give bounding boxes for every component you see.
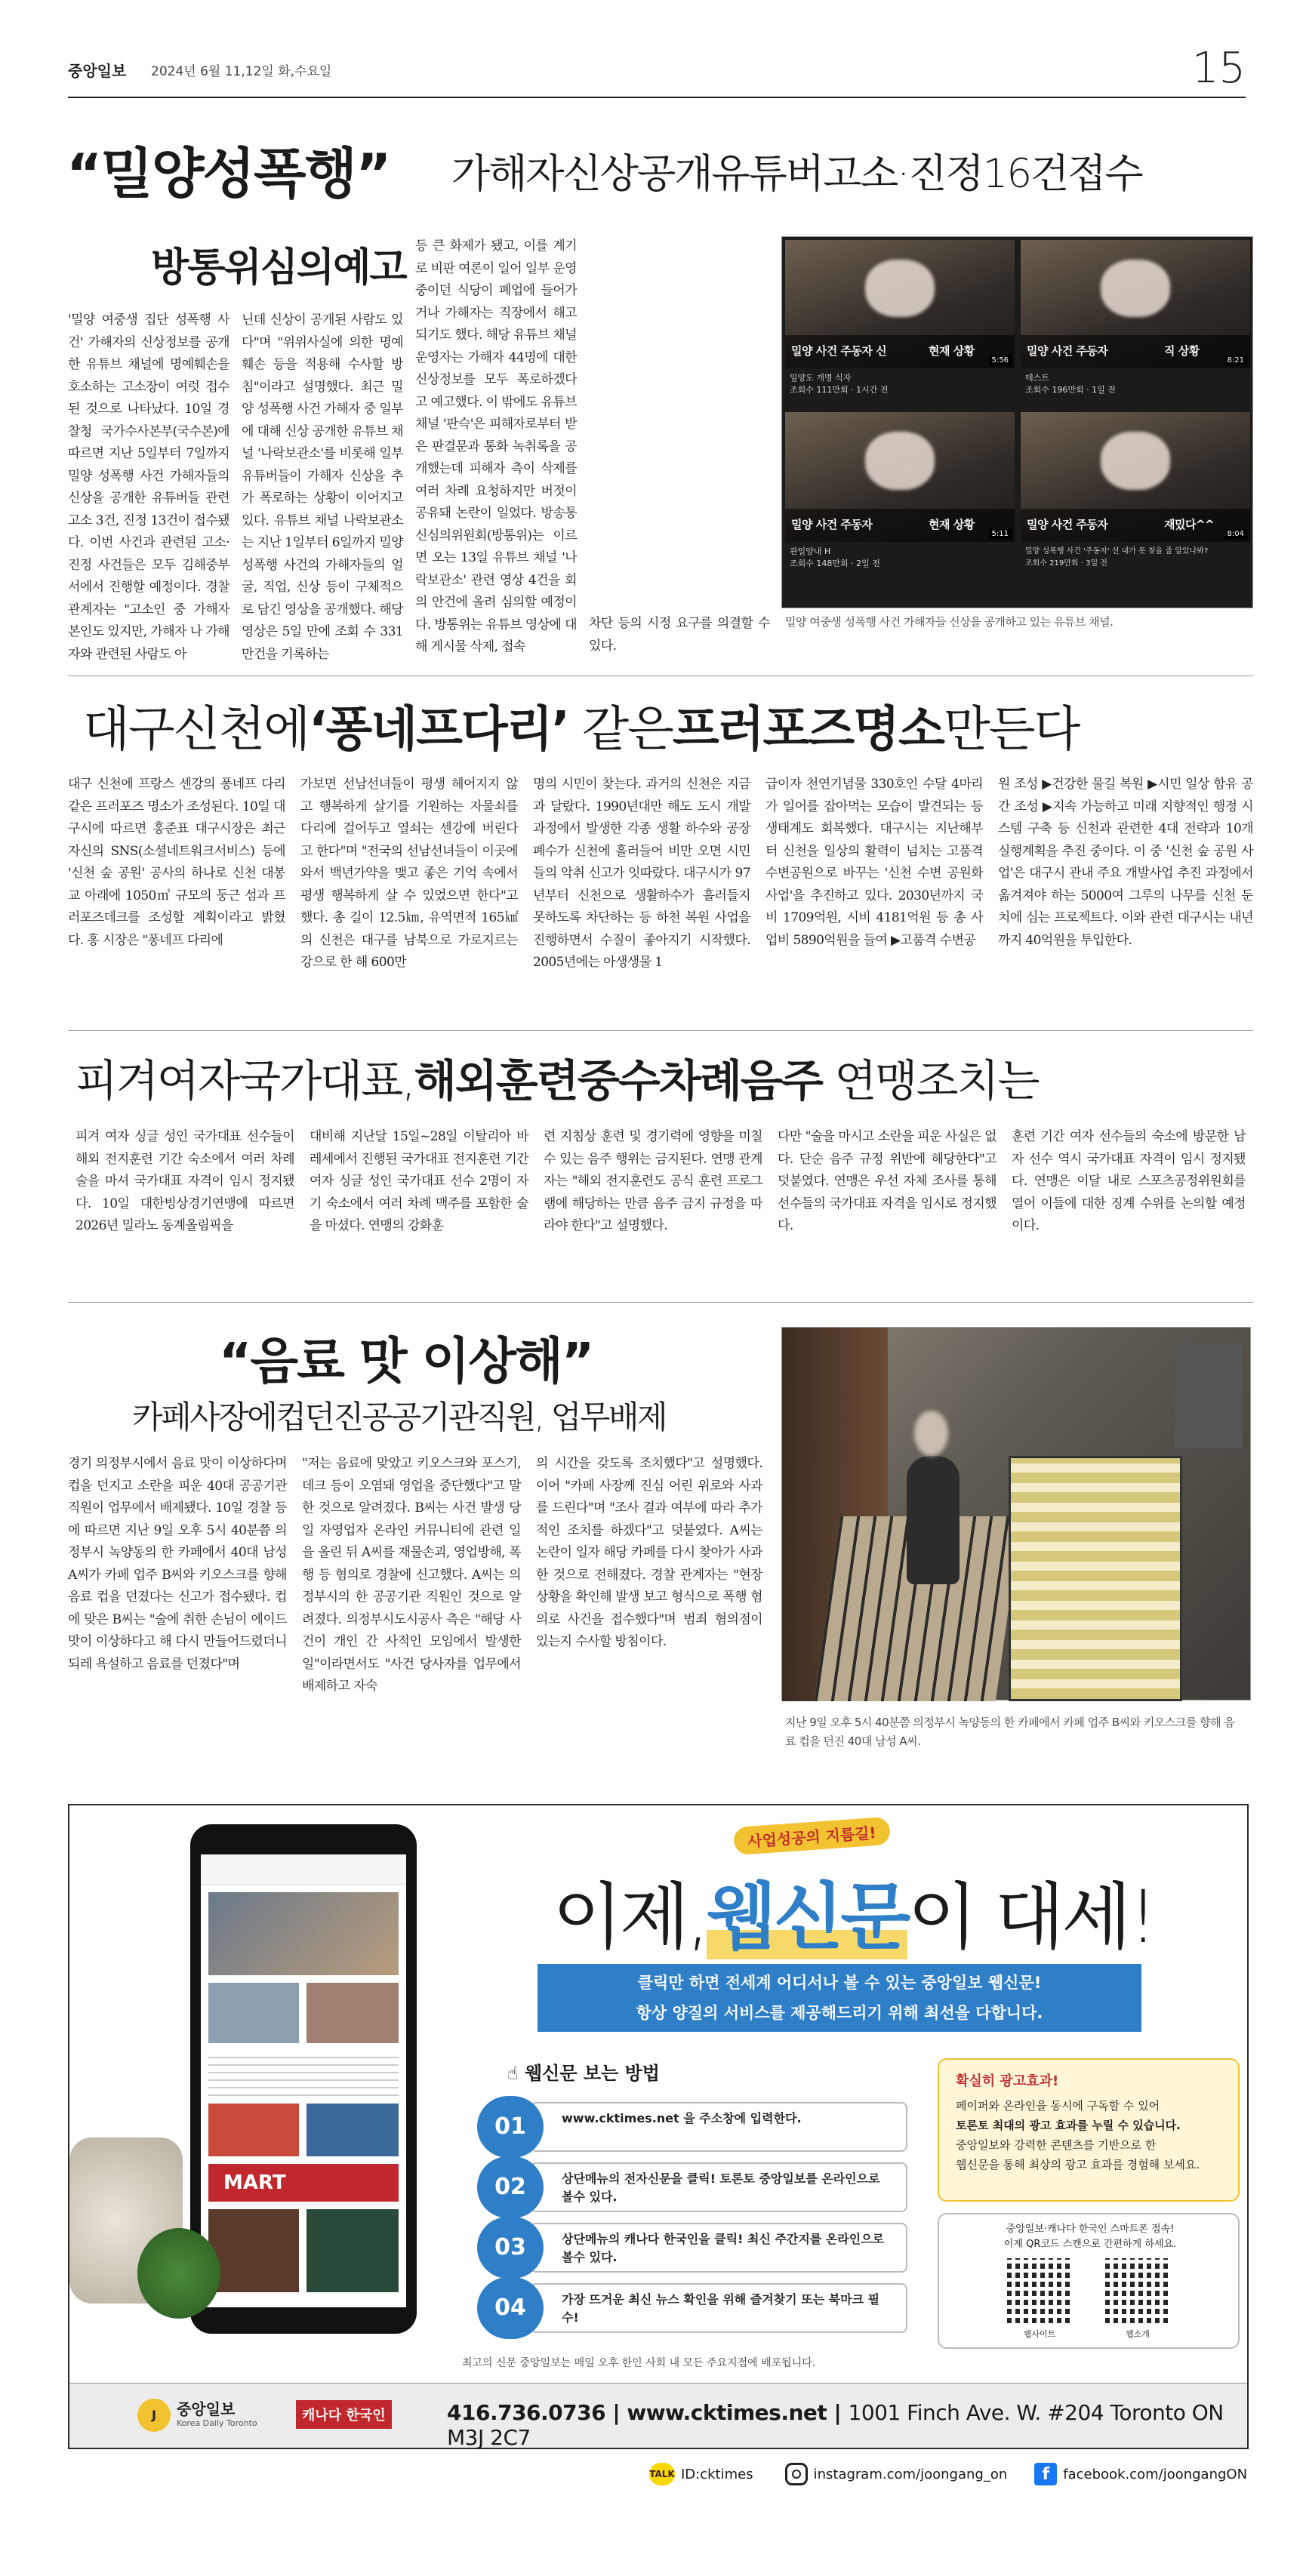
kakaotalk-icon: TALK	[649, 2463, 675, 2485]
thumbnail: 밀양 사건 주동자 현재 상황 5:11	[785, 412, 1015, 542]
facebook-link[interactable]: facebook.com/joongangON	[1063, 2466, 1248, 2482]
article1-subheadline: 방통위심의예고	[151, 245, 406, 291]
masthead-logo: 중앙일보	[68, 62, 127, 80]
masthead	[68, 44, 1246, 98]
ad-banner: 클릭만 하면 전세계 어디서나 볼 수 있는 중앙일보 웹신문! 항상 양질의 서비스를 제공해드리기 위해 최선을 다합니다.	[538, 1964, 1141, 2032]
step-4: 가장 뜨거운 최신 뉴스 확인을 위해 즐겨찾기 또는 북마크 필수! 04	[477, 2277, 907, 2339]
article4-subheadline: 카페사장에컵던진공공기관직원, 업무배제	[132, 1399, 666, 1436]
article3-col3: 련 지침상 훈련 및 경기력에 영향을 미칠 수 있는 음주 행위는 금지된다. 연맹 관계자는 "해외 전지훈련도 공식 훈련 프로그램에 해당하는 만큼 음주 금지 규정을 따라야 한다"고 설명했다.	[544, 1129, 762, 1233]
article3-col2: 대비해 지난달 15일~28일 이탈리아 바레세에서 진행된 국가대표 전지훈련 기간 여자 싱글 성인 국가대표 선수 2명이 자기 숙소에서 여러 차례 맥주를 포함한 술을 마셨다. 연맹의 강화훈	[310, 1129, 528, 1233]
phone-mart-banner: MART	[208, 2164, 399, 2202]
article2-col2: 가보면 선남선녀들이 평생 헤어지지 않고 행복하게 살기를 기원하는 자물쇠를 다리에 걸어두고 열쇠는 센강에 버린다고 한다"며 "전국의 선남선녀들이 이곳에 와서 백년가약을 맺고 좋은 기억 속에서 평생 행복하게 살 수 있었으면 한다"고 했다. 총 길이 12.5㎞, 유역면적 165㎢의 신천은 대구를 남북으로 가로지르는 강으로 한 해 600만	[300, 777, 518, 970]
step-3: 상단메뉴의 캐나다 한국인을 클릭! 최신 주간지를 온라인으로 볼수 있다. 03	[477, 2217, 907, 2279]
masthead-date: 2024년 6월 11,12일 화,수요일	[151, 64, 332, 79]
kakao-id[interactable]: ID:cktimes	[681, 2466, 753, 2482]
article1-caption: 밀양 여중생 성폭행 사건 가해자들 신상을 공개하고 있는 유튜브 채널.	[785, 615, 1114, 629]
phone-illustration	[190, 1824, 417, 2334]
article1-col3: 등 큰 화제가 됐고, 이를 계기로 비판 여론이 일어 일부 운영 중이던 식당이 폐업에 들어가거나 가해자는 직장에서 해고되기도 했다. 해당 유튜브 채널 운영자는 가해자 44명에 대한 신상정보를 모두 폭로하겠다고 예고했다. 이 밖에도 유튜브 채널 '판슥'은 피해자로부터 받은 판결문과 통화 녹취록을 공개했는데 피해자 측이 삭제를 여러 차례 요청하지만 버젓이 공유돼 논란이 일었다. 방송통신심의위원회(방통위)는 이르면 오는 13일 유튜브 채널 '나락보관소' 관련 영상 4건을 회의 안건에 올려 심의할 예정이다. 방통위는 유튜브 영상에 대해 게시물 삭제, 접속	[415, 239, 577, 654]
hand-click-icon: ☝	[507, 2063, 519, 2084]
article1-col2: 닌데 신상이 공개된 사람도 있다"며 "위위사실에 의한 명예훼손 등을 적용해 수사할 방침"이라고 설명했다. 최근 밀양 성폭행 사건 가해자 중 일부에 대해 신상 공개한 유튜브 채널 '나락보관소'를 비롯해 일부 유튜버들이 가해자 신상을 추가 폭로하는 상황이 이어지고 있다. 유튜브 채널 나락보관소는 지난 1일부터 6일까지 밀양 성폭행 사건의 가해자들의 얼굴, 직업, 신상 등이 구체적으로 담긴 영상을 공개했다. 해당 영상은 5일 만에 조회 수 331만건을 기록하는	[242, 312, 403, 662]
korean-weekly-logo: 캐나다 한국인	[296, 2400, 392, 2429]
article2-col1: 대구 신천에 프랑스 센강의 퐁네프 다리 같은 프러포즈 명소가 조성된다. 10일 대구시에 따르면 홍준표 대구시장은 최근 자신의 SNS(소셜네트워크서비스) 등에 '신천 숲 공원' 공사의 하나로 신천 대봉교 아래에 1050㎡ 규모의 둥근 섬과 프러포즈데크를 조성할 계획이라고 밝혔다. 홍 시장은 "퐁네프 다리에	[68, 777, 285, 948]
cctv-cafe-photo	[781, 1327, 1251, 1700]
article3-headline: 피겨여자국가대표,해외훈련중수차례음주 연맹조치는	[75, 1055, 1039, 1106]
ad-title: 이제,웹신문이 대세!	[553, 1875, 1155, 1959]
step-2: 상단메뉴의 전자신문을 클릭! 토론토 중앙일보를 온라인으로 볼수 있다. 02	[477, 2156, 907, 2218]
page-number: 15	[1191, 44, 1246, 93]
ad-ribbon: 사업성공의 지름길!	[733, 1817, 891, 1855]
article1-col1: '밀양 여중생 집단 성폭행 사건' 가해자의 신상정보를 공개한 유튜브 채널에 명예훼손을 호소하는 고소장이 여럿 접수된 것으로 나타났다. 10일 경찰청 국가수사본부(국수본)에 따르면 지난 5일부터 7일까지 밀양 성폭행 사건 가해자들의 신상을 공개한 유튜버들 관련 고소 3건, 진정 13건이 접수됐다. 이번 사건과 관련된 고소·진정 사건들은 모두 김해중부서에서 진행할 예정이다. 경찰 관계자는 "고소인 중 가해자 본인도 있지만, 가해자 나 가해자와 관련된 사람도 아	[68, 312, 229, 662]
thumbnail: 밀양 사건 주동자 신 현재 상황 5:56	[785, 240, 1015, 368]
plant-graphic	[137, 2228, 220, 2319]
divider	[68, 1030, 1253, 1031]
advertisement	[68, 1804, 1249, 2449]
qr-code-intro[interactable]	[1105, 2258, 1170, 2323]
ad-website-link[interactable]: www.cktimes.net	[627, 2400, 827, 2425]
article1-headline: 가해자신상공개유튜버고소·진정16건접수	[451, 151, 1142, 197]
ad-footnote: 최고의 신문 중앙일보는 매일 오후 한인 사회 내 모든 주요지점에 배포됩니다.	[462, 2357, 816, 2369]
youtube-screenshot-photo: 밀양 사건 주동자 신 현재 상황 5:56 밀양도 개명 식자 조회수 111만회 · 1시간 전 밀양 사건 주동자 직 상황 8:21 테스트 조회수 196만회 · 1일 전 밀양 사건 주동자 현재 상황 5:11 관밀양내 H 조회수 148만회 · 2일 전 밀양 사건 주동자 재밌다^^ 8:04 밀양 성폭행 사건 '주동자' 선 내가 못 찾을 줄 알았나봐? 조회수 219만회 · 3일 전	[781, 236, 1253, 608]
instagram-link[interactable]: instagram.com/joongang_on	[813, 2466, 1008, 2482]
qr-box: 중앙일보·캐나다 한국인 스마트폰 접속! 이제 QR코드 스캔으로 간편하게 하세요. 웹사이트 웹소개	[938, 2213, 1240, 2349]
article3-col4: 다만 "술을 마시고 소란을 피운 사실은 없다. 단순 음주 규정 위반에 해당한다"고 덧붙였다. 연맹은 우선 자체 조사를 통해 선수들의 국가대표 자격을 임시로 정지했다.	[778, 1129, 997, 1233]
ad-contact-bar: J 중앙일보 Korea Daily Toronto 캐나다 한국인 416.736.0736 | www.cktimes.net | 1001 Finch Ave. W. #204 Toronto ON M3J 2C7	[69, 2383, 1247, 2448]
article4-col2: "저는 음료에 맞았고 키오스크와 포스기, 데크 등이 오염돼 영업을 중단했다"고 말한 것으로 알려졌다. B씨는 사건 발생 당일 자영업자 온라인 커뮤니티에 관련 일을 올린 뒤 A씨를 재물손괴, 영업방해, 폭행 등 혐의로 경찰에 신고했다. A씨는 의정부시의 한 공공기관 직원인 것으로 알려졌다. 의정부시도시공사 측은 "해당 사건이 개인 간 사적인 모임에서 발생한 일"이라면서도 "사건 당사자를 업무에서 배제하고 자숙	[302, 1456, 521, 1694]
qr-code-website[interactable]	[1007, 2258, 1072, 2323]
article2-col4: 급이자 천연기념물 330호인 수달 4마리가 일어를 잡아먹는 모습이 발견되는 등 생태계도 회복했다. 대구시는 지난해부터 신천을 일상의 활력이 넘치는 고품격 수변공원으로 바꾸는 '신천 수변 공원화 사업'을 추진하고 있다. 2030년까지 국비 1709억원, 시비 4181억원 등 총 사업비 5890억원을 들여 ▶고품격 수변공	[765, 777, 983, 948]
promo-box: 확실히 광고효과! 페이퍼와 온라인을 동시에 구독할 수 있어 토론토 최대의 광고 효과를 누릴 수 있습니다. 중앙일보와 강력한 콘텐츠를 기반으로 한 웹신문을 통해 최상의 광고 효과를 경험해 보세요.	[938, 2058, 1240, 2202]
facebook-icon: f	[1034, 2463, 1057, 2485]
article4-col1: 경기 의정부시에서 음료 맛이 이상하다며 컵을 던지고 소란을 피운 40대 공공기관 직원이 업무에서 배제됐다. 10일 경찰 등에 따르면 지난 9일 오후 5시 40분쯤 의정부시 녹양동의 한 카페에서 40대 남성 A씨가 카페 업주 B씨와 키오스크를 향해 음료 컵을 던졌다는 신고가 접수됐다. 컵에 맞은 B씨는 "술에 취한 손님이 에이드 맛이 이상하다고 해 다시 만들어드렸더니 되레 욕설하고 음료를 던졌다"며	[68, 1456, 287, 1672]
article1-headline-quote: “밀양성폭행”	[66, 142, 390, 205]
promo-title: 확실히 광고효과!	[956, 2073, 1059, 2089]
article4-headline: “음료 맛 이상해”	[219, 1332, 593, 1390]
instagram-icon	[785, 2463, 808, 2485]
thumbnail: 밀양 사건 주동자 재밌다^^ 8:04	[1021, 412, 1250, 542]
article4-col3: 의 시간을 갖도록 조치했다"고 설명했다. 이어 "카페 사장께 진심 어린 위로와 사과를 드린다"며 "조사 결과 여부에 따라 추가적인 조치를 하겠다"고 덧붙였다. A씨는 논란이 일자 해당 카페를 다시 찾아가 사과한 것으로 전해졌다. 경찰 관계자는 "현장 상황을 확인해 발생 보고 형식으로 폭행 혐의로 사건을 접수했다"며 범죄 혐의점이 있는지 수사할 방침이다.	[536, 1456, 762, 1649]
article2-col3: 명의 시민이 찾는다. 과거의 신천은 지금과 달랐다. 1990년대만 해도 도시 개발 과정에서 발생한 각종 생활 하수와 공장 폐수가 신천에 흘러들어 비만 오면 시민들의 악취 신고가 잇따랐다. 대구시가 97년부터 신천으로 생활하수가 흘러들지 못하도록 차단하는 등 하천 복원 사업을 진행하면서 수질이 좋아지기 시작했다. 2005년에는 아생생물 1	[533, 777, 750, 970]
article2-headline: 대구신천에‘퐁네프다리’ 같은프러포즈명소만든다	[83, 702, 1080, 758]
ad-contact-line: 416.736.0736 | www.cktimes.net | 1001 Finch Ave. W. #204 Toronto ON M3J 2C7	[447, 2400, 1224, 2450]
divider	[68, 1302, 1253, 1303]
article4-caption: 지난 9일 오후 5시 40분쯤 의정부시 녹양동의 한 카페에서 카페 업주 B씨와 키오스크를 향해 음료 컵을 던진 40대 남성 A씨.	[785, 1716, 1235, 1748]
thumbnail: 밀양 사건 주동자 직 상황 8:21	[1021, 240, 1250, 368]
step-1: www.cktimes.net 을 주소창에 입력한다. 01	[477, 2096, 907, 2158]
article1-col4: 차단 등의 시정 요구를 의결할 수 있다.	[589, 616, 770, 654]
social-footer	[649, 2459, 1247, 2489]
article3-col5: 훈련 기간 여자 선수들의 숙소에 방문한 남자 선수 역시 국가대표 자격이 임시 정지됐다. 연맹은 이달 내로 스포츠공정위원회를 열어 이들에 대한 징계 수위를 논의할 예정이다.	[1012, 1129, 1246, 1233]
how-to-title: ☝ 웹신문 보는 방법	[507, 2063, 660, 2084]
how-to-section	[477, 2058, 930, 2337]
joongang-logo-icon: J	[137, 2399, 171, 2432]
article3-col1: 피겨 여자 싱글 성인 국가대표 선수들이 해외 전지훈련 기간 숙소에서 여러 차례 술을 마셔 국가대표 자격이 임시 정지됐다. 10일 대한빙상경기연맹에 따르면 2026년 밀라노 동계올림픽을	[75, 1129, 294, 1233]
article2-col5: 원 조성 ▶건강한 물길 복원 ▶시민 일상 함유 공간 조성 ▶지속 가능하고 미래 지향적인 행정 시스템 구축 등 신천과 관련한 4대 전략과 10개 실행계획을 추진 중이다. 이 중 '신천 숲 공원 사업'은 대구시 관내 주요 개발사업 추진 과정에서 옮겨져야 하는 5000여 그루의 나무를 신천 둔치에 심는 프로젝트다. 이와 관련 대구시는 내년까지 40억원을 투입한다.	[998, 777, 1253, 948]
